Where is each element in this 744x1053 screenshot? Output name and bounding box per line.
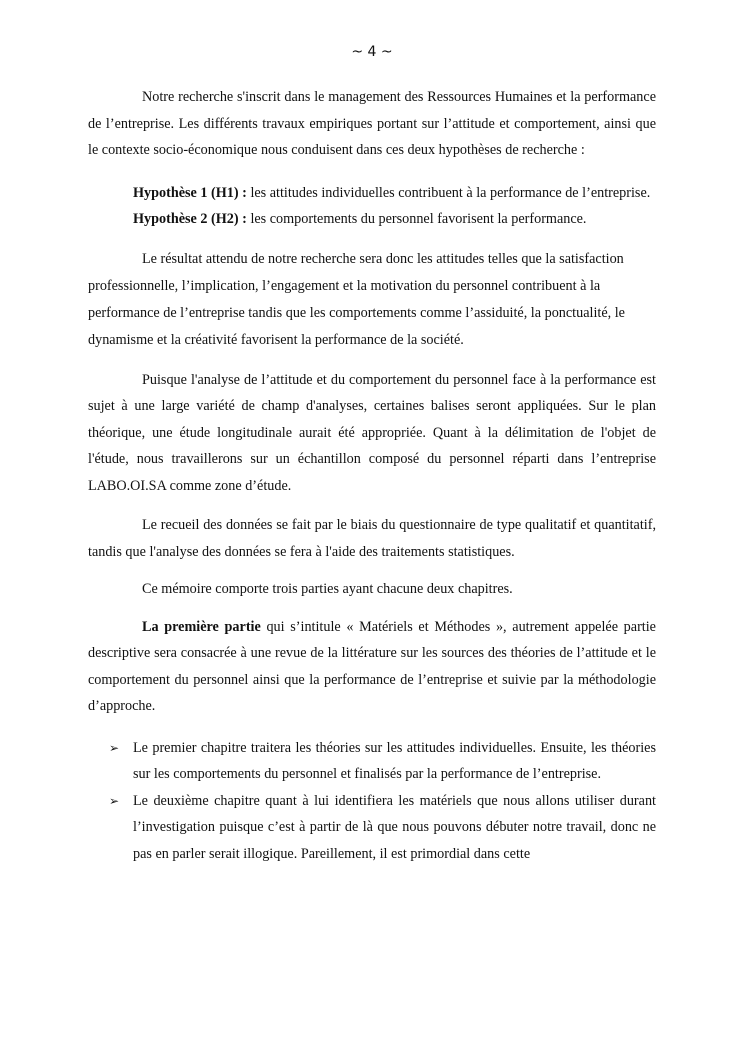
hypothesis-1	[133, 180, 656, 207]
paragraph-data-collection: Le recueil des données se fait par le biais du questionnaire de type qualitatif et quantitatif, tandis que l'analyse des données se fera à l'aide des traitements statistiques.	[88, 517, 656, 560]
list-item-text: Le premier chapitre traitera les théories sur les attitudes individuelles. Ensuite, les théories sur les comportements du personnel et finalisés par la performance de l’entreprise.	[133, 739, 656, 782]
list-item	[109, 788, 656, 868]
hypothesis-1-label: Hypothèse 1 (H1) :	[133, 184, 247, 201]
document-body	[88, 84, 656, 867]
first-part-label: La première partie	[142, 618, 261, 635]
arrow-bullet-icon: ➢	[109, 793, 120, 808]
hypothesis-2	[133, 206, 656, 233]
arrow-bullet-icon: ➢	[109, 740, 120, 755]
paragraph-expected-result: Le résultat attendu de notre recherche sera donc les attitudes telles que la satisfaction professionnelle, l’implication, l’engagement et la motivation du personnel contribuent à la performance de l’entreprise tandis que les comportements comme l’assiduité, la ponctualité, le dynamisme et la créativité favorisent la performance de la société.	[88, 250, 625, 348]
hypothesis-2-label: Hypothèse 2 (H2) :	[133, 211, 247, 227]
hypothesis-2-text: les comportements du personnel favorisent la performance.	[246, 211, 587, 227]
chapter-list	[88, 735, 656, 868]
paragraph-intro: Notre recherche s'inscrit dans le management des Ressources Humaines et la performance de l’entreprise. Les différents travaux empiriques portant sur l’attitude et comportement, ainsi que le contexte socio-économique nous conduisent dans ces deux hypothèses de recherche :	[88, 89, 656, 158]
paragraph-scope: Puisque l'analyse de l’attitude et du comportement du personnel face à la performance est sujet à une large variété de champ d'analyses, certaines balises seront appliquées. Sur le plan théorique, une étude longitudinale aurait été appropriée. Quant à la délimitation de l'objet de l'étude, nous travaillerons sur un échantillon composé du personnel réparti dans l’entreprise LABO.OI.SA comme zone d’étude.	[88, 371, 656, 494]
paragraph-first-part	[88, 614, 656, 720]
page-number: ~ 4 ~	[351, 44, 393, 60]
first-part-text: qui s’intitule « Matériels et Méthodes », autrement appelée partie descriptive sera consacrée à une revue de la littérature sur les sources des théories de l’attitude et le comportement du personnel ainsi que la performance de l’entreprise et suivie par la méthodologie d’approche.	[88, 618, 656, 714]
hypothesis-1-text: les attitudes individuelles contribuent à la performance de l’entreprise.	[246, 184, 651, 201]
list-item	[109, 735, 656, 788]
hypotheses-block	[133, 180, 656, 233]
paragraph-structure: Ce mémoire comporte trois parties ayant chacune deux chapitres.	[142, 581, 513, 597]
list-item-text: Le deuxième chapitre quant à lui identifiera les matériels que nous allons utiliser durant l’investigation puisque c’est à partir de là que nous pouvons débuter notre travail, donc ne pas en parler serait illogique. Pareillement, il est primordial dans cette	[133, 792, 656, 862]
